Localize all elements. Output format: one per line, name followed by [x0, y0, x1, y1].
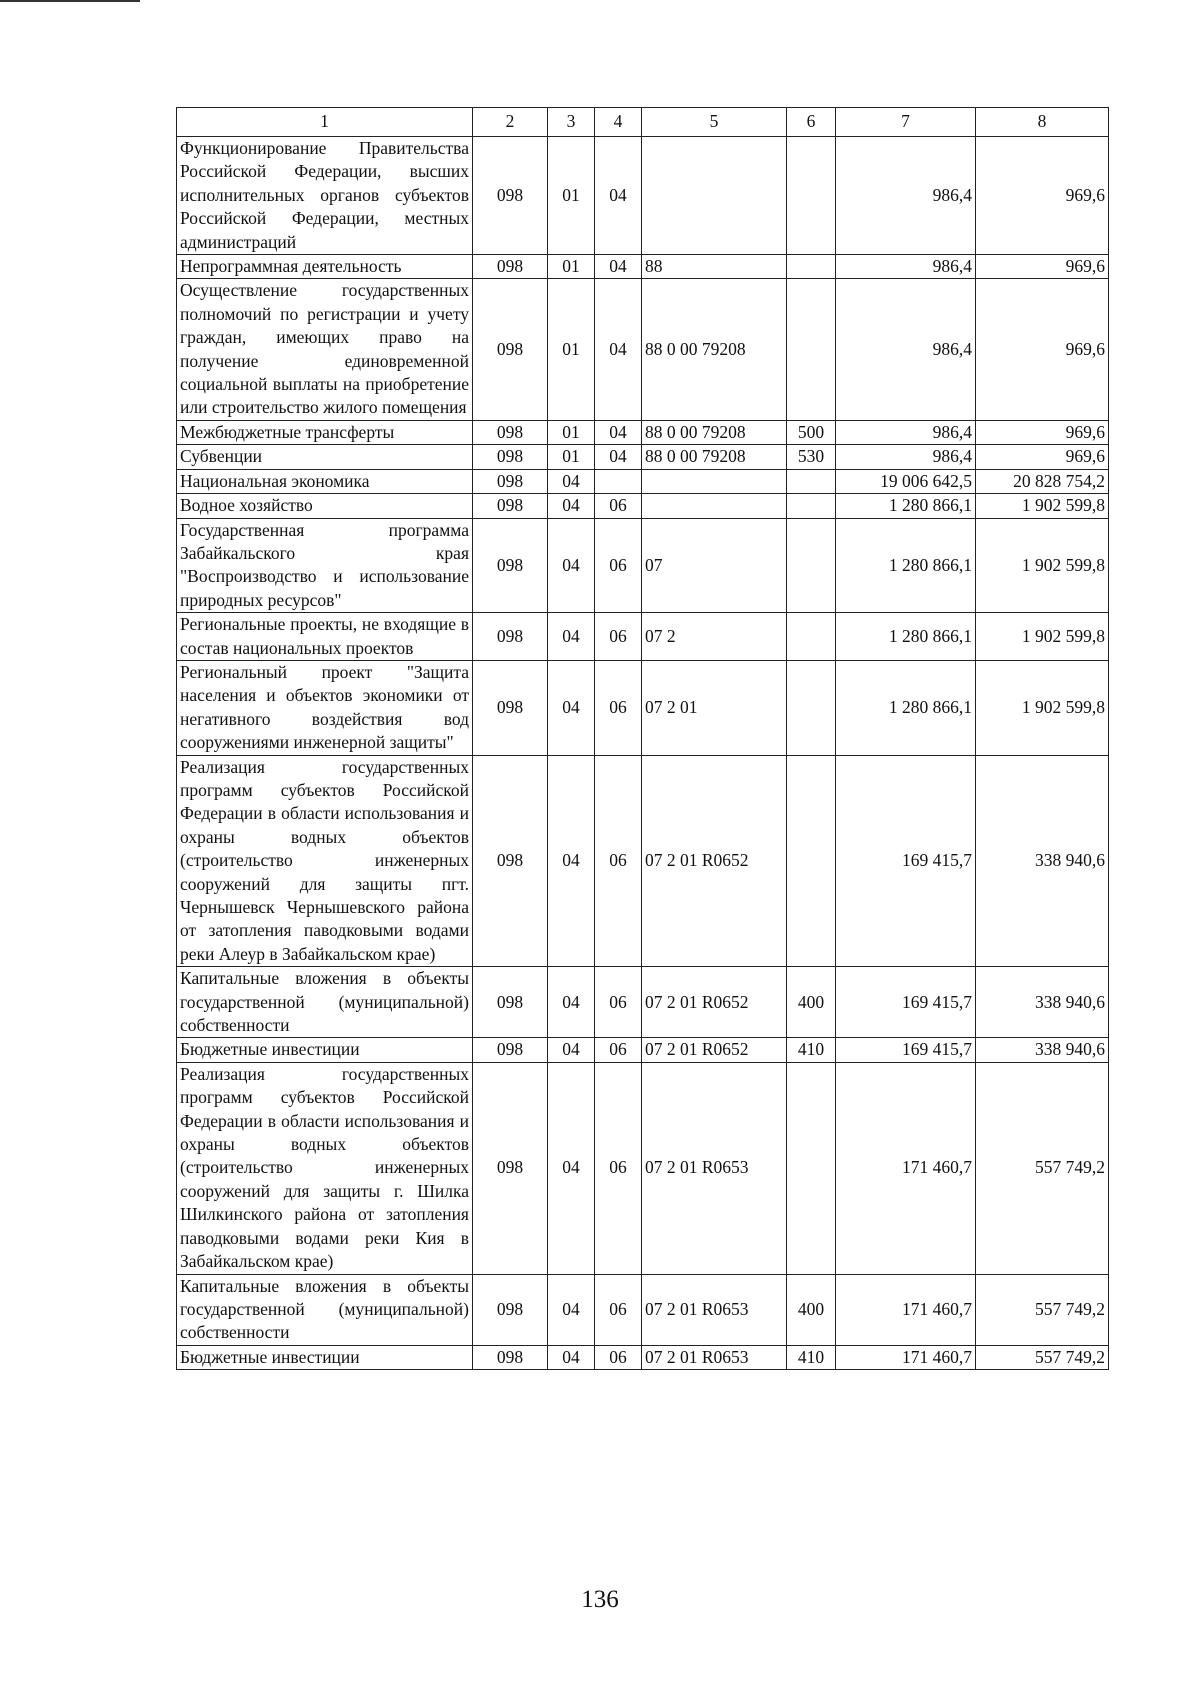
- subsection-code-cell: 04: [595, 279, 642, 420]
- budget-table: [176, 107, 1109, 1370]
- target-article-code-cell: [642, 469, 787, 493]
- header-cell-3: 3: [548, 108, 595, 137]
- expense-type-code-cell: [787, 613, 836, 661]
- expense-type-code-cell: [787, 255, 836, 279]
- item-name-cell: Бюджетные инвестиции: [177, 1038, 473, 1062]
- table-row: [177, 660, 1109, 755]
- table-row: [177, 1038, 1109, 1062]
- table-body: [177, 108, 1109, 1370]
- expense-type-code-cell: [787, 755, 836, 967]
- subsection-code-cell: 06: [595, 1345, 642, 1369]
- page-number: 136: [581, 1586, 619, 1613]
- target-article-code-cell: 07 2 01 R0653: [642, 1274, 787, 1345]
- table-row: [177, 967, 1109, 1038]
- item-name-cell: Национальная экономика: [177, 469, 473, 493]
- target-article-code-cell: [642, 494, 787, 518]
- item-name-cell: Капитальные вложения в объекты государственной (муниципальной) собственности: [177, 1274, 473, 1345]
- ministry-code-cell: 098: [473, 967, 548, 1038]
- amount-col-7-cell: 169 415,7: [836, 1038, 976, 1062]
- table-row: [177, 255, 1109, 279]
- section-code-cell: 04: [548, 1062, 595, 1274]
- amount-col-8-cell: 338 940,6: [976, 1038, 1109, 1062]
- subsection-code-cell: 06: [595, 613, 642, 661]
- table-row: [177, 1274, 1109, 1345]
- ministry-code-cell: 098: [473, 494, 548, 518]
- ministry-code-cell: 098: [473, 1038, 548, 1062]
- amount-col-8-cell: 969,6: [976, 445, 1109, 469]
- subsection-code-cell: 04: [595, 137, 642, 255]
- item-name-cell: Капитальные вложения в объекты государственной (муниципальной) собственности: [177, 967, 473, 1038]
- amount-col-7-cell: 169 415,7: [836, 755, 976, 967]
- amount-col-7-cell: 986,4: [836, 137, 976, 255]
- section-code-cell: 04: [548, 494, 595, 518]
- section-code-cell: 04: [548, 613, 595, 661]
- target-article-code-cell: 07: [642, 518, 787, 613]
- item-name-cell: Функционирование Правительства Российской Федерации, высших исполнительных органов субъектов Российской Федерации, местных администраций: [177, 137, 473, 255]
- expense-type-code-cell: [787, 279, 836, 420]
- subsection-code-cell: 06: [595, 1038, 642, 1062]
- item-name-cell: Региональные проекты, не входящие в состав национальных проектов: [177, 613, 473, 661]
- amount-col-7-cell: 171 460,7: [836, 1062, 976, 1274]
- item-name-cell: Реализация государственных программ субъектов Российской Федерации в области использования и охраны водных объектов (строительство инженерных сооружений для защиты г. Шилка Шилкинского района от затопления паводковыми водами реки Кия в Забайкальском крае): [177, 1062, 473, 1274]
- target-article-code-cell: [642, 137, 787, 255]
- item-name-cell: Субвенции: [177, 445, 473, 469]
- section-code-cell: 04: [548, 660, 595, 755]
- ministry-code-cell: 098: [473, 613, 548, 661]
- target-article-code-cell: 88: [642, 255, 787, 279]
- item-name-cell: Непрограммная деятельность: [177, 255, 473, 279]
- amount-col-8-cell: 969,6: [976, 420, 1109, 444]
- header-cell-1: 1: [177, 108, 473, 137]
- subsection-code-cell: 04: [595, 420, 642, 444]
- header-cell-8: 8: [976, 108, 1109, 137]
- target-article-code-cell: 07 2: [642, 613, 787, 661]
- amount-col-7-cell: 1 280 866,1: [836, 518, 976, 613]
- table-row: [177, 494, 1109, 518]
- subsection-code-cell: 06: [595, 967, 642, 1038]
- amount-col-8-cell: 1 902 599,8: [976, 494, 1109, 518]
- header-cell-4: 4: [595, 108, 642, 137]
- item-name-cell: Осуществление государственных полномочий по регистрации и учету граждан, имеющих право на получение единовременной социальной выплаты на приобретение или строительство жилого помещения: [177, 279, 473, 420]
- amount-col-7-cell: 986,4: [836, 420, 976, 444]
- expense-type-code-cell: 410: [787, 1345, 836, 1369]
- amount-col-8-cell: 1 902 599,8: [976, 660, 1109, 755]
- ministry-code-cell: 098: [473, 1062, 548, 1274]
- amount-col-8-cell: 969,6: [976, 279, 1109, 420]
- amount-col-7-cell: 171 460,7: [836, 1274, 976, 1345]
- amount-col-7-cell: 986,4: [836, 255, 976, 279]
- ministry-code-cell: 098: [473, 420, 548, 444]
- amount-col-8-cell: 338 940,6: [976, 755, 1109, 967]
- expense-type-code-cell: 530: [787, 445, 836, 469]
- section-code-cell: 04: [548, 518, 595, 613]
- table-header-row: [177, 108, 1109, 137]
- amount-col-7-cell: 169 415,7: [836, 967, 976, 1038]
- expense-type-code-cell: [787, 660, 836, 755]
- amount-col-8-cell: 557 749,2: [976, 1345, 1109, 1369]
- ministry-code-cell: 098: [473, 755, 548, 967]
- subsection-code-cell: 06: [595, 1274, 642, 1345]
- table-row: [177, 518, 1109, 613]
- ministry-code-cell: 098: [473, 660, 548, 755]
- table-row: [177, 279, 1109, 420]
- expense-type-code-cell: 500: [787, 420, 836, 444]
- amount-col-8-cell: 969,6: [976, 137, 1109, 255]
- table-row: [177, 445, 1109, 469]
- target-article-code-cell: 07 2 01 R0652: [642, 1038, 787, 1062]
- expense-type-code-cell: [787, 494, 836, 518]
- table-row: [177, 420, 1109, 444]
- amount-col-8-cell: 20 828 754,2: [976, 469, 1109, 493]
- header-cell-5: 5: [642, 108, 787, 137]
- subsection-code-cell: [595, 469, 642, 493]
- header-cell-7: 7: [836, 108, 976, 137]
- subsection-code-cell: 06: [595, 494, 642, 518]
- item-name-cell: Государственная программа Забайкальского края "Воспроизводство и использование природных ресурсов": [177, 518, 473, 613]
- amount-col-7-cell: 986,4: [836, 279, 976, 420]
- expense-type-code-cell: [787, 469, 836, 493]
- section-code-cell: 04: [548, 755, 595, 967]
- expense-type-code-cell: [787, 1062, 836, 1274]
- item-name-cell: Межбюджетные трансферты: [177, 420, 473, 444]
- ministry-code-cell: 098: [473, 279, 548, 420]
- expense-type-code-cell: [787, 137, 836, 255]
- subsection-code-cell: 04: [595, 255, 642, 279]
- amount-col-7-cell: 1 280 866,1: [836, 660, 976, 755]
- subsection-code-cell: 06: [595, 755, 642, 967]
- section-code-cell: 04: [548, 1038, 595, 1062]
- amount-col-7-cell: 1 280 866,1: [836, 613, 976, 661]
- ministry-code-cell: 098: [473, 1345, 548, 1369]
- amount-col-8-cell: 557 749,2: [976, 1274, 1109, 1345]
- target-article-code-cell: 88 0 00 79208: [642, 445, 787, 469]
- table-row: [177, 1345, 1109, 1369]
- target-article-code-cell: 07 2 01 R0652: [642, 755, 787, 967]
- target-article-code-cell: 07 2 01 R0653: [642, 1345, 787, 1369]
- ministry-code-cell: 098: [473, 1274, 548, 1345]
- scan-edge-line: [0, 0, 140, 2]
- item-name-cell: Региональный проект "Защита населения и объектов экономики от негативного воздействия вод сооружениями инженерной защиты": [177, 660, 473, 755]
- ministry-code-cell: 098: [473, 469, 548, 493]
- header-cell-6: 6: [787, 108, 836, 137]
- section-code-cell: 04: [548, 469, 595, 493]
- ministry-code-cell: 098: [473, 137, 548, 255]
- ministry-code-cell: 098: [473, 255, 548, 279]
- subsection-code-cell: 06: [595, 518, 642, 613]
- target-article-code-cell: 88 0 00 79208: [642, 279, 787, 420]
- ministry-code-cell: 098: [473, 518, 548, 613]
- item-name-cell: Водное хозяйство: [177, 494, 473, 518]
- table-row: [177, 755, 1109, 967]
- table-row: [177, 137, 1109, 255]
- header-cell-2: 2: [473, 108, 548, 137]
- section-code-cell: 04: [548, 1345, 595, 1369]
- amount-col-8-cell: 969,6: [976, 255, 1109, 279]
- item-name-cell: Бюджетные инвестиции: [177, 1345, 473, 1369]
- subsection-code-cell: 04: [595, 445, 642, 469]
- table-row: [177, 469, 1109, 493]
- item-name-cell: Реализация государственных программ субъектов Российской Федерации в области использования и охраны водных объектов (строительство инженерных сооружений для защиты пгт. Чернышевск Чернышевского района от затопления паводковыми водами реки Алеур в Забайкальском крае): [177, 755, 473, 967]
- target-article-code-cell: 07 2 01: [642, 660, 787, 755]
- target-article-code-cell: 07 2 01 R0653: [642, 1062, 787, 1274]
- amount-col-8-cell: 1 902 599,8: [976, 613, 1109, 661]
- amount-col-7-cell: 19 006 642,5: [836, 469, 976, 493]
- expense-type-code-cell: [787, 518, 836, 613]
- expense-type-code-cell: 410: [787, 1038, 836, 1062]
- section-code-cell: 01: [548, 420, 595, 444]
- section-code-cell: 01: [548, 255, 595, 279]
- section-code-cell: 01: [548, 137, 595, 255]
- amount-col-8-cell: 1 902 599,8: [976, 518, 1109, 613]
- target-article-code-cell: 88 0 00 79208: [642, 420, 787, 444]
- section-code-cell: 01: [548, 279, 595, 420]
- amount-col-8-cell: 338 940,6: [976, 967, 1109, 1038]
- subsection-code-cell: 06: [595, 1062, 642, 1274]
- table-row: [177, 613, 1109, 661]
- ministry-code-cell: 098: [473, 445, 548, 469]
- expense-type-code-cell: 400: [787, 1274, 836, 1345]
- amount-col-7-cell: 986,4: [836, 445, 976, 469]
- section-code-cell: 04: [548, 967, 595, 1038]
- section-code-cell: 01: [548, 445, 595, 469]
- subsection-code-cell: 06: [595, 660, 642, 755]
- expense-type-code-cell: 400: [787, 967, 836, 1038]
- amount-col-7-cell: 171 460,7: [836, 1345, 976, 1369]
- amount-col-7-cell: 1 280 866,1: [836, 494, 976, 518]
- amount-col-8-cell: 557 749,2: [976, 1062, 1109, 1274]
- section-code-cell: 04: [548, 1274, 595, 1345]
- table-row: [177, 1062, 1109, 1274]
- target-article-code-cell: 07 2 01 R0652: [642, 967, 787, 1038]
